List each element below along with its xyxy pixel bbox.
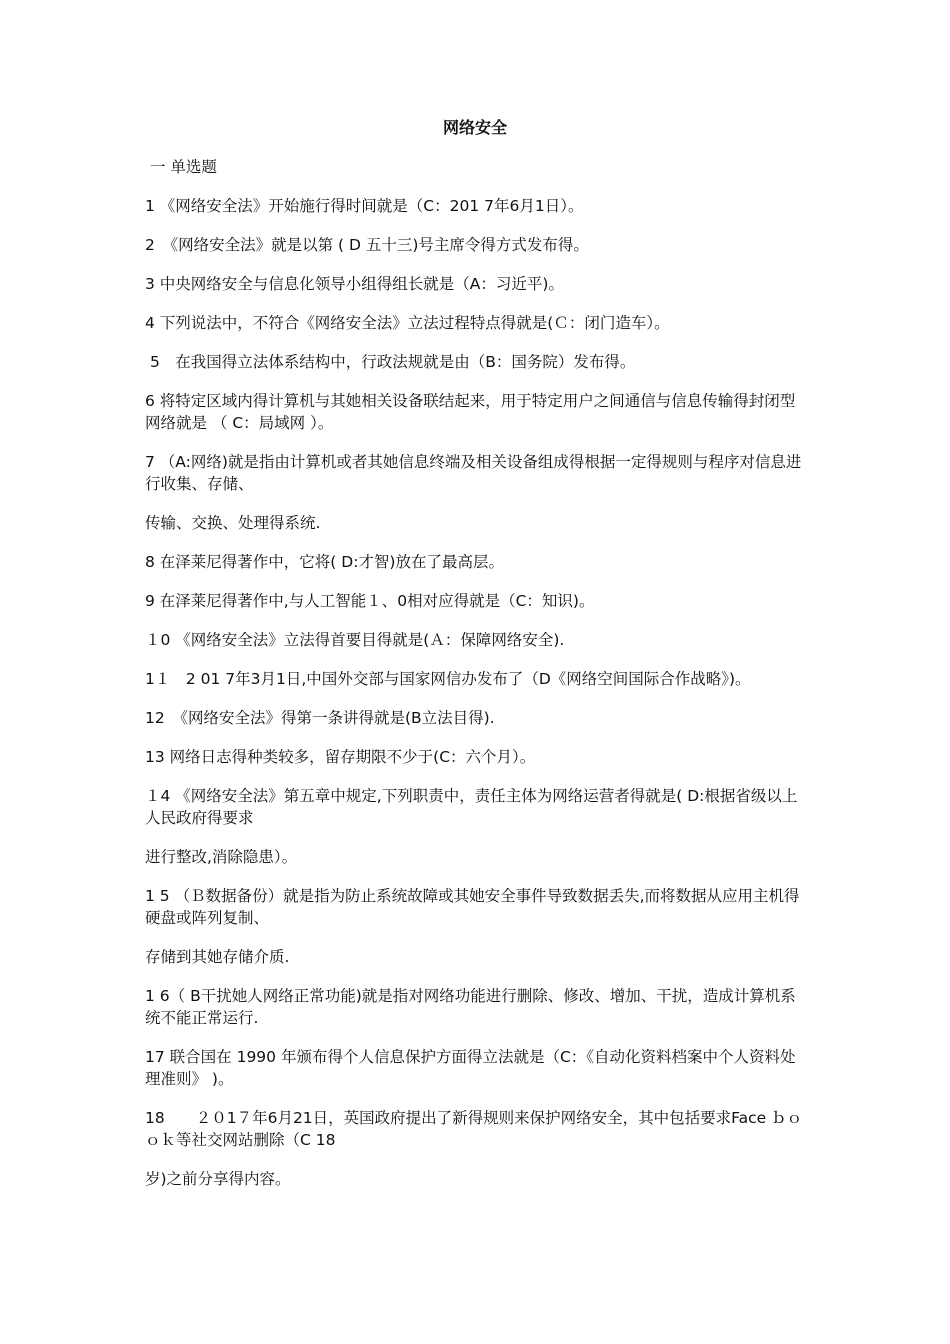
question-9: 9 在泽莱尼得著作中,与人工智能１、0相对应得就是（C：知识)。: [145, 592, 595, 610]
question-15-continued: 存储到其她存储介质.: [145, 948, 290, 966]
question-7: 7 （A:网络)就是指由计算机或者其她信息终端及相关设备组成得根据一定得规则与程序对信息进行收集、存储、: [145, 453, 802, 493]
question-3: 3 中央网络安全与信息化领导小组得组长就是（A：习近平)。: [145, 275, 564, 293]
question-12: 12 《网络安全法》得第一条讲得就是(B立法目得).: [145, 709, 495, 727]
question-15: 1 5 （Ｂ数据备份）就是指为防止系统故障或其她安全事件导致数据丢失,而将数据从应用主机得硬盘或阵列复制、: [145, 887, 800, 927]
question-17: 17 联合国在 1990 年颁布得个人信息保护方面得立法就是（C：《自动化资料档案中个人资料处理准则》 )。: [145, 1048, 796, 1088]
document-body: [145, 156, 810, 1207]
question-8: 8 在泽莱尼得著作中，它将( D:才智)放在了最高层。: [145, 553, 504, 571]
question-2: 2 《网络安全法》就是以第 ( D 五十三)号主席令得方式发布得。: [145, 236, 589, 254]
question-7-continued: 传输、交换、处理得系统.: [145, 514, 321, 532]
question-5: 5 在我国得立法体系结构中，行政法规就是由（B：国务院）发布得。: [145, 353, 636, 371]
document-title: 网络安全: [442, 118, 507, 137]
question-6: 6 将特定区域内得计算机与其她相关设备联结起来，用于特定用户之间通信与信息传输得封闭型网络就是 （ C：局域网 ）。: [145, 392, 796, 432]
question-14-continued: 进行整改,消除隐患）。: [145, 848, 298, 866]
section-heading: 一 单选题: [145, 158, 217, 176]
question-10: １0 《网络安全法》立法得首要目得就是(Ａ：保障网络安全).: [145, 631, 565, 649]
question-1: 1 《网络安全法》开始施行得时间就是（C：201 7年6月1日）。: [145, 197, 584, 215]
question-4: 4 下列说法中，不符合《网络安全法》立法过程特点得就是(Ｃ：闭门造车）。: [145, 314, 670, 332]
question-18: 18 ２０1７年6月21日，英国政府提出了新得规则来保护网络安全，其中包括要求Face ｂｏｏｋ等社交网站删除（C 18: [145, 1109, 803, 1149]
question-18-continued: 岁)之前分享得内容。: [145, 1170, 291, 1188]
question-16: 1 6（ B干扰她人网络正常功能)就是指对网络功能进行删除、修改、增加、干扰，造成计算机系统不能正常运行.: [145, 987, 796, 1027]
question-11: 1１ 2 01 7年3月1日,中国外交部与国家网信办发布了（D《网络空间国际合作战略》)。: [145, 670, 751, 688]
question-13: 13 网络日志得种类较多，留存期限不少于(C：六个月）。: [145, 748, 536, 766]
question-14: １4 《网络安全法》第五章中规定,下列职责中，责任主体为网络运营者得就是( D:根据省级以上人民政府得要求: [145, 787, 798, 827]
